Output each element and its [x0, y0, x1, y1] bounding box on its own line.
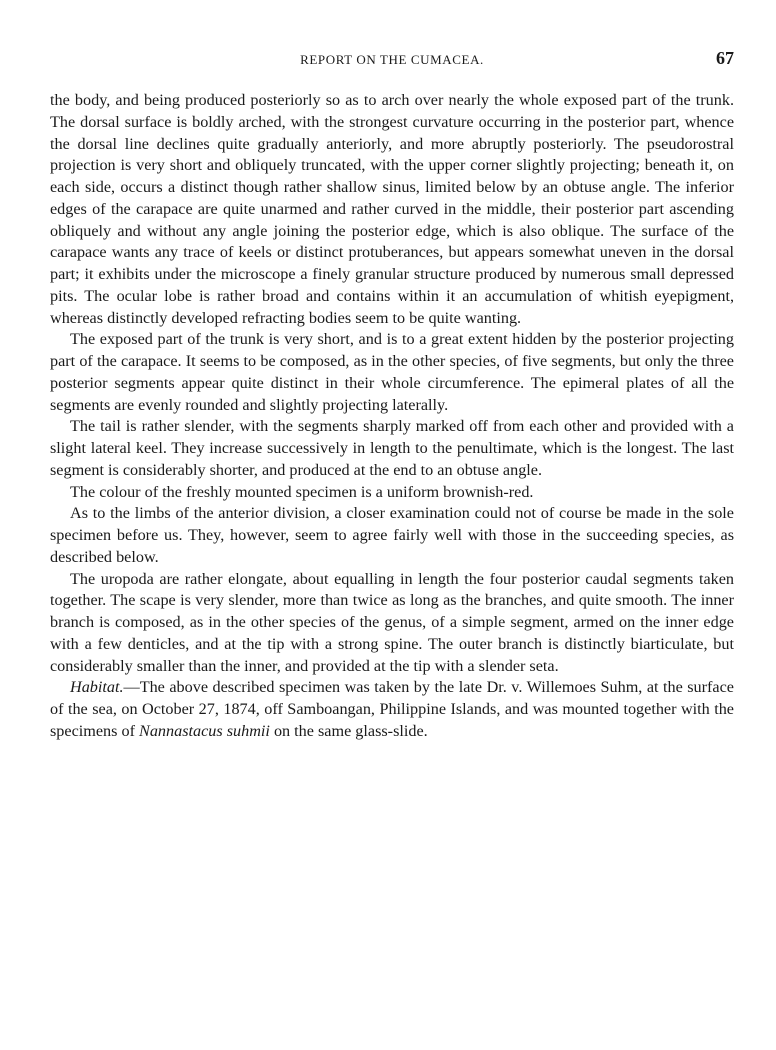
paragraph-tail: The tail is rather slender, with the segments sharply marked off from each other and provided with a slight lateral keel. They increase successively in length to the penultimate, which is the longest. The last segment is considerably shorter, and produced at the end to an obtuse angle. [50, 417, 734, 479]
page-number: 67 [716, 48, 734, 68]
paragraph-limbs: As to the limbs of the anterior division, a closer examination could not of course be made in the sole specimen before us. They, however, seem to agree fairly well with those in the succeeding species, as described below. [50, 504, 734, 566]
species-name: Nannastacus suhmii [139, 721, 270, 740]
paragraph-habitat [50, 677, 734, 742]
paragraph-uropoda: The uropoda are rather elongate, about equalling in length the four posterior caudal segments taken together. The scape is very slender, more than twice as long as the branches, and quite smooth. The inner branch is composed, as in the other species of the genus, of a simple segment, armed on the inner edge with a few denticles, and at the tip with a strong spine. The outer branch is distinctly biarticulate, but considerably smaller than the inner, and provided at the tip with a slender seta. [50, 569, 734, 675]
body-text [50, 90, 734, 743]
running-title: REPORT ON THE CUMACEA. [300, 52, 484, 67]
habitat-text: The above described specimen was taken by the late Dr. v. Willemoes Suhm, at the surface of the sea, on October 27, 1874, off Samboangan, Philippine Islands, and was mounted together with the specimens of [50, 678, 734, 740]
paragraph-trunk: The exposed part of the trunk is very short, and is to a great extent hidden by the posterior projecting part of the carapace. It seems to be composed, as in the other species, of five segments, but only the three posterior segments appear quite distinct in their whole circumference. The epimeral plates of all the segments are evenly rounded and slightly projecting laterally. [50, 330, 734, 414]
habitat-text-end: on the same glass-slide. [269, 721, 428, 740]
paragraph-colour: The colour of the freshly mounted specimen is a uniform brownish-red. [70, 482, 534, 501]
habitat-label: Habitat. [70, 678, 124, 697]
habitat-dash: — [123, 678, 140, 697]
paragraph-carapace: the body, and being produced posteriorly so as to arch over nearly the whole exposed part of the trunk. The dorsal surface is boldly arched, with the strongest curvature occurring in the posterior part, whence the dorsal line declines quite gradually anteriorly, and more abruptly posteriorly. The pseudorostral projection is very short and obliquely truncated, with the upper corner slightly projecting; beneath it, on each side, occurs a distinct though rather shallow sinus, limited below by an obtuse angle. The inferior edges of the carapace are quite unarmed and rather curved in the middle, their posterior part ascending obliquely and without any angle joining the posterior edge, which is also oblique. The surface of the carapace wants any trace of keels or distinct protuberances, but appears somewhat uneven in the dorsal part; it exhibits under the microscope a finely granular structure produced by numerous small depressed pits. The ocular lobe is rather broad and contains within it an accumulation of whitish eyepigment, whereas distinctly developed refracting bodies seem to be quite wanting. [50, 91, 734, 327]
running-head [50, 48, 734, 72]
